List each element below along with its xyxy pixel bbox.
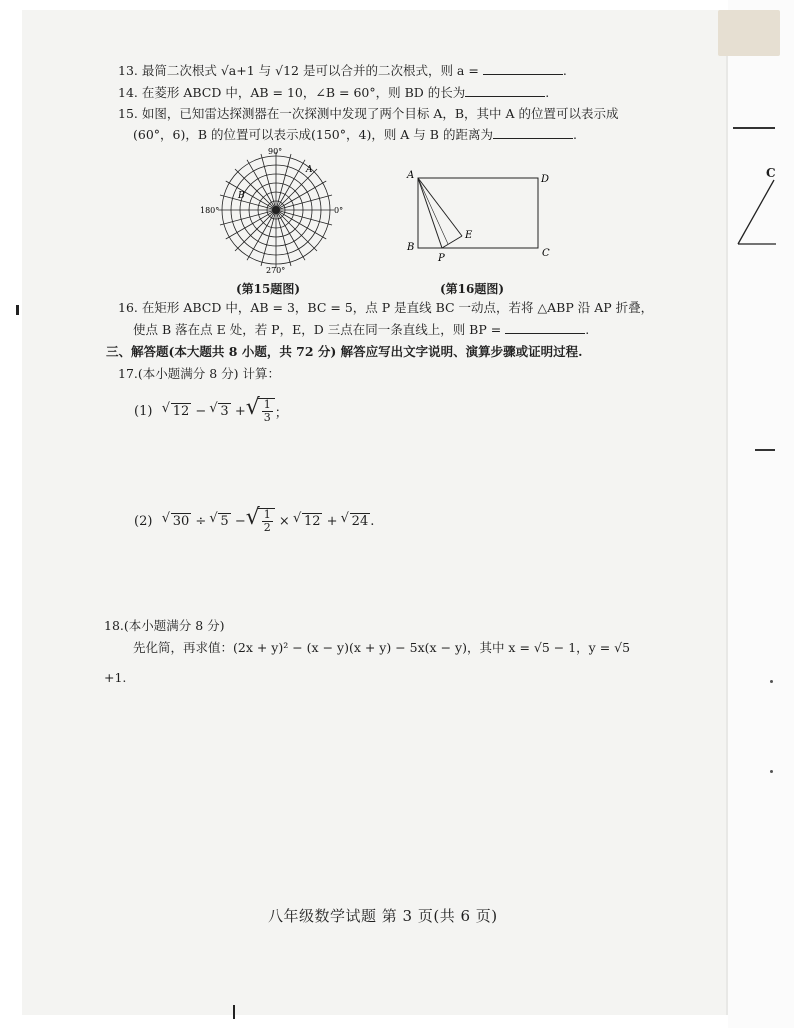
answer-blank-13 xyxy=(483,64,563,75)
sqrt-term: √ 3 xyxy=(218,403,230,419)
sqrt-term: √ 12 xyxy=(171,403,192,419)
question-18-line2: +1. xyxy=(104,670,127,685)
polar-spoke xyxy=(276,154,291,210)
question-17-part-1: (1) √ 12 − √ 3 + √ $\frac{1}{3}$ ； xyxy=(134,398,288,424)
polar-spoke xyxy=(220,195,276,210)
point-p-label: P xyxy=(438,253,445,264)
sqrt-fraction: √ $\frac{1}{2}$ xyxy=(258,508,275,534)
adjacent-page-letter: C xyxy=(766,166,776,180)
polar-spoke xyxy=(220,210,276,225)
question-17-part-2: (2) √ 30 ÷ √ 5 − √ $\frac{1}{2}$ × √ 12 + √ 24 . xyxy=(134,508,374,534)
vertex-d-label: D xyxy=(541,174,550,185)
point-a-label: A xyxy=(306,165,313,175)
sqrt-term: √ 12 xyxy=(302,513,323,529)
adjacent-page-line xyxy=(755,449,775,451)
sqrt-fraction: √ $\frac{1}{3}$ xyxy=(258,398,275,424)
question-13-text: 13. 最简二次根式 √a+1 与 √12 是可以合并的二次根式，则 a = xyxy=(118,63,483,78)
answer-blank-16 xyxy=(505,323,585,334)
vertex-a-label: A xyxy=(407,170,415,181)
section-3-heading: 三、解答题(本大题共 8 小题，共 72 分) 解答应写出文字说明、演算步骤或证明过程. xyxy=(106,344,583,359)
question-15-line2: (60°，6)，B 的位置可以表示成(150°，4)，则 A 与 B 的距离为 . xyxy=(133,127,577,142)
scan-speck xyxy=(770,770,773,773)
page-footer: 八年级数学试题 第 3 页(共 6 页) xyxy=(268,907,498,925)
polar-spoke xyxy=(276,210,332,225)
question-15-line1: 15. 如图，已知雷达探测器在一次探测中发现了两个目标 A，B，其中 A 的位置可以表示成 xyxy=(118,106,619,121)
label-90: 90° xyxy=(268,147,283,156)
scan-mark xyxy=(233,1005,235,1019)
figure-15-caption: (第15题图) xyxy=(236,282,301,296)
sqrt-term: √ 30 xyxy=(171,513,192,529)
sqrt-term: √ 24 xyxy=(350,513,371,529)
polar-spoke xyxy=(261,210,276,266)
vertex-c-label: C xyxy=(542,248,550,259)
question-14-text: 14. 在菱形 ABCD 中，AB = 10，∠B = 60°，则 BD 的长为 xyxy=(118,85,466,100)
scan-speck xyxy=(770,680,773,683)
label-0: 0° xyxy=(334,206,344,215)
polar-spoke xyxy=(276,195,332,210)
question-16-line1: 16. 在矩形 ABCD 中，AB = 3，BC = 5，点 P 是直线 BC 一动点，若将 △ABP 沿 AP 折叠， xyxy=(118,300,654,315)
paper-corner-tab xyxy=(718,10,780,56)
label-270: 270° xyxy=(266,266,286,275)
answer-blank-15 xyxy=(493,128,573,139)
vertex-b-label: B xyxy=(407,242,415,253)
scan-mark xyxy=(16,305,19,315)
radar-polar-figure xyxy=(198,146,358,276)
answer-blank-14 xyxy=(465,86,545,97)
polar-spoke xyxy=(276,210,291,266)
rectangle-fold-figure xyxy=(404,164,554,264)
question-16-line2: 使点 B 落在点 E 处，若 P，E，D 三点在同一条直线上，则 BP = . xyxy=(133,322,590,337)
question-13: 13. 最简二次根式 √a+1 与 √12 是可以合并的二次根式，则 a = . xyxy=(118,63,567,78)
label-180: 180° xyxy=(200,206,220,215)
question-14: 14. 在菱形 ABCD 中，AB = 10，∠B = 60°，则 BD 的长为 . xyxy=(118,85,550,100)
question-17-heading: 17.(本小题满分 8 分) 计算： xyxy=(118,366,281,381)
question-18-heading: 18.(本小题满分 8 分) xyxy=(104,618,225,633)
point-e-label: E xyxy=(465,230,473,241)
figure-16-caption: (第16题图) xyxy=(440,282,505,296)
adjacent-page-line xyxy=(733,127,775,129)
sqrt-term: √ 5 xyxy=(218,513,230,529)
point-b-label: B xyxy=(238,191,245,201)
question-18-line1: 先化简，再求值：(2x + y)² − (x − y)(x + y) − 5x(x − y)，其中 x = √5 − 1，y = √5 xyxy=(133,640,631,655)
adjacent-page-diagram xyxy=(736,178,776,248)
polar-spoke xyxy=(261,154,276,210)
adjacent-page-edge xyxy=(728,0,794,1028)
